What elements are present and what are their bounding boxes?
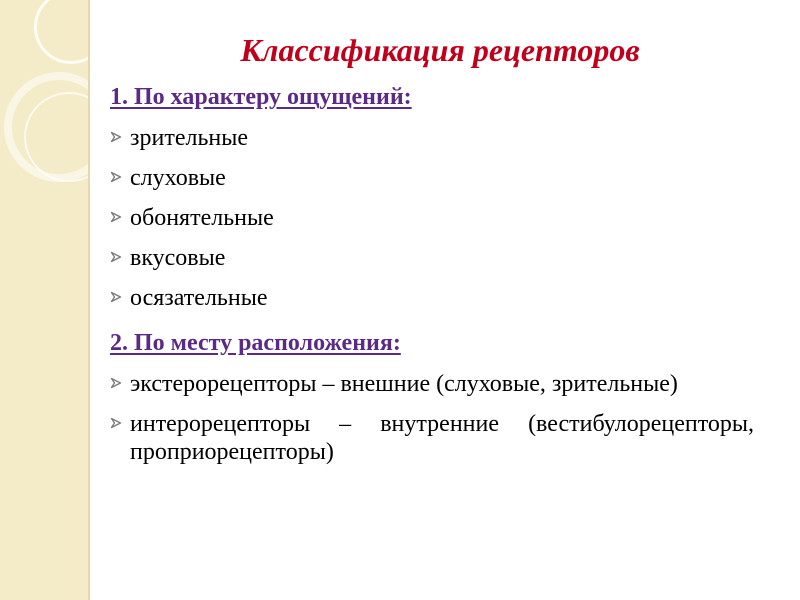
list-item [110, 244, 754, 272]
arrowhead-bullet-icon [110, 251, 122, 263]
arrowhead-bullet-icon [110, 131, 122, 143]
list-item-text: осязательные [130, 285, 268, 311]
list-item-text: вкусовые [130, 245, 226, 271]
arrowhead-bullet-icon [110, 377, 122, 389]
list-item-text: обонятельные [130, 205, 274, 231]
location-list [110, 370, 754, 466]
list-item [110, 284, 754, 312]
list-item [110, 164, 754, 192]
arrowhead-bullet-icon [110, 171, 122, 183]
section-heading-location: 2. По месту расположения: [110, 330, 401, 356]
list-item-text: экстерорецепторы – внешние (слуховые, зрительные) [130, 371, 678, 397]
list-item-text: зрительные [130, 125, 249, 151]
list-item-text: слуховые [130, 165, 226, 191]
list-item [110, 410, 754, 466]
sensation-list [110, 124, 754, 312]
list-item [110, 124, 754, 152]
decorative-side-strip [0, 0, 88, 600]
slide-content [110, 82, 754, 466]
side-strip-edge [88, 0, 90, 600]
arrowhead-bullet-icon [110, 211, 122, 223]
arrowhead-bullet-icon [110, 291, 122, 303]
decorative-circle [24, 92, 114, 182]
list-item [110, 370, 754, 398]
decorative-circle [34, 0, 108, 64]
arrowhead-bullet-icon [110, 417, 122, 429]
list-item-text: интерорецепторы – внутренние (вестибулорецепторы, проприорецепторы) [130, 411, 754, 465]
slide-title: Классификация рецепторов [240, 32, 640, 68]
list-item [110, 204, 754, 232]
section-heading-sensation: 1. По характеру ощущений: [110, 84, 412, 110]
